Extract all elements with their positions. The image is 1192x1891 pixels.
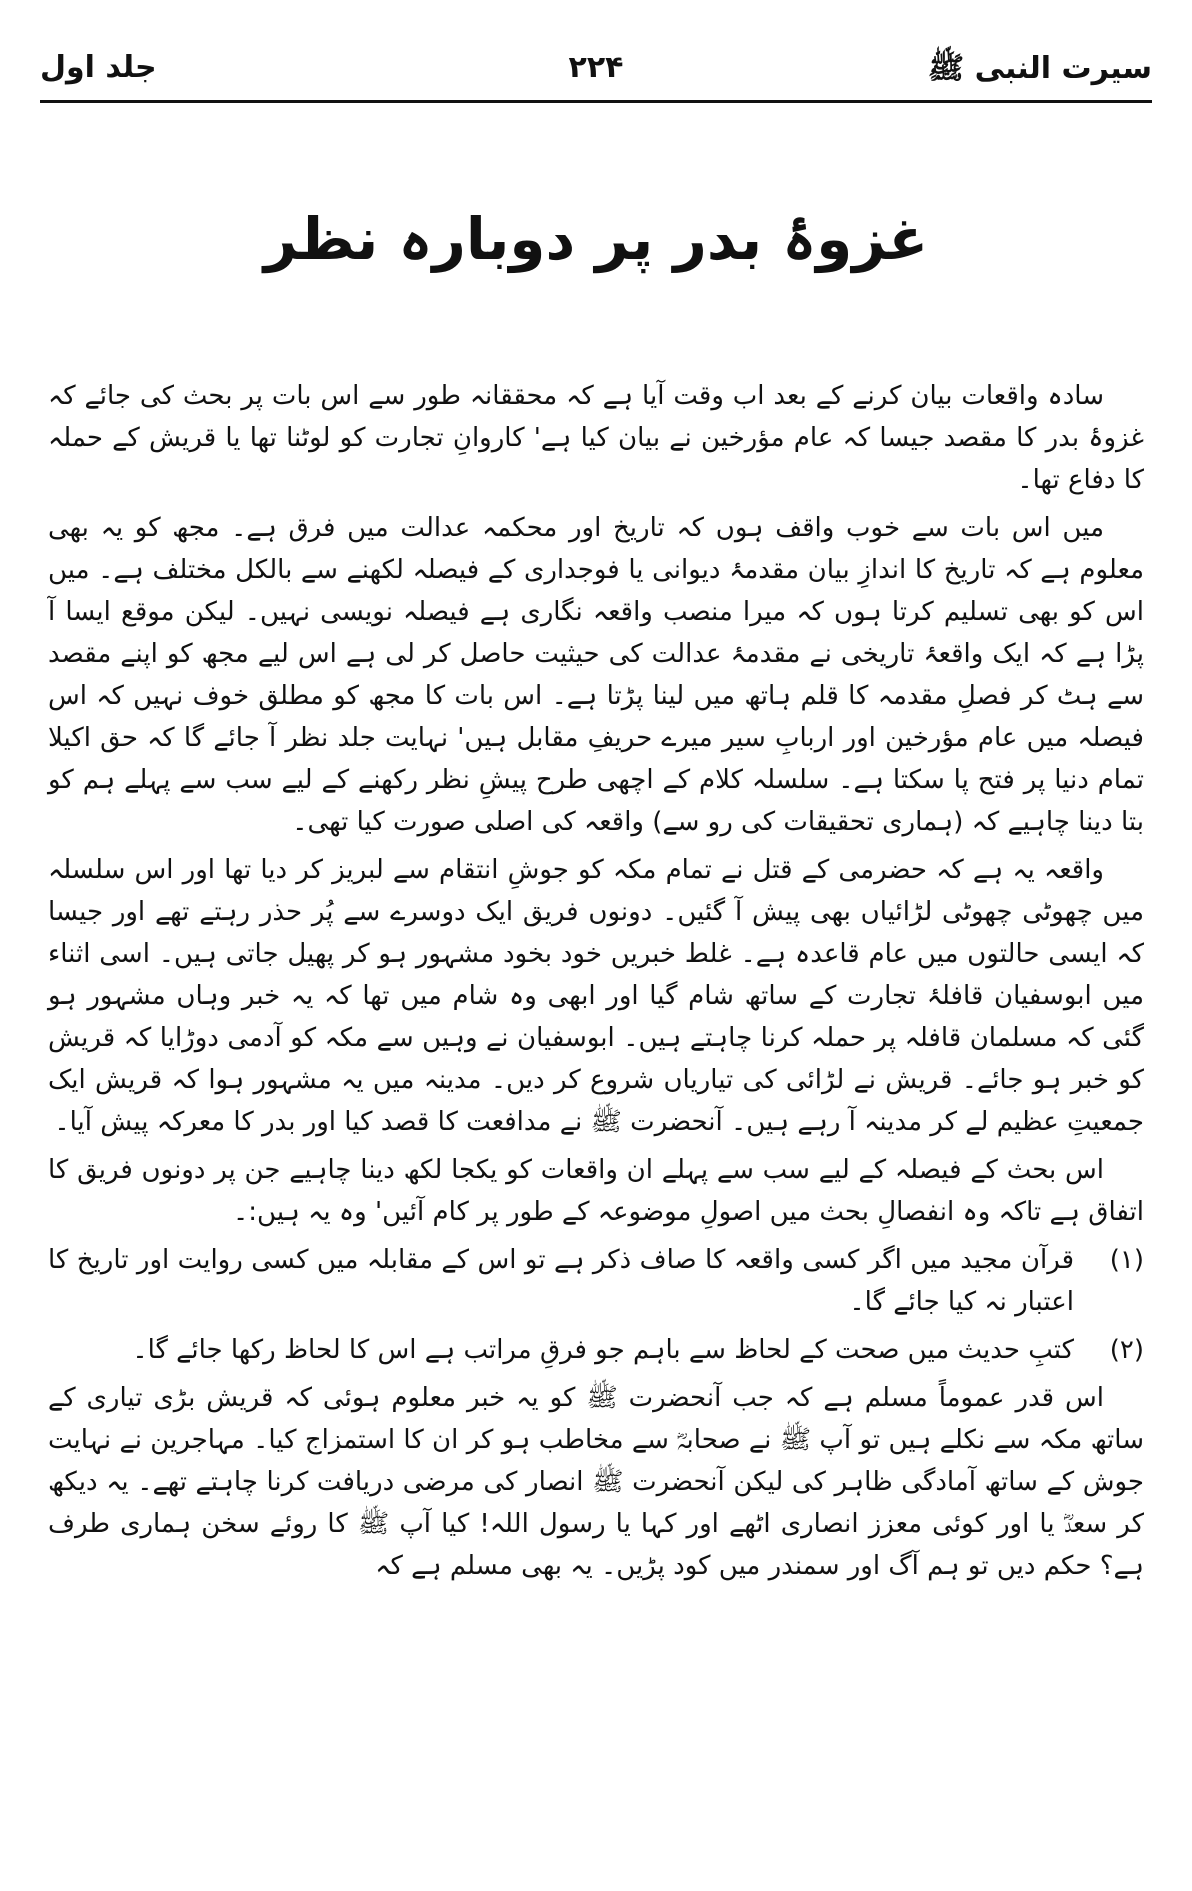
numbered-item	[48, 1239, 1144, 1323]
paragraph: اس قدر عموماً مسلم ہے کہ جب آنحضرت ﷺ کو یہ خبر معلوم ہوئی کہ قریش بڑی تیاری کے ساتھ مکہ سے نکلے ہیں تو آپ ﷺ نے صحابہؓ سے مخاطب ہو کر ان کا استمزاج کیا۔ مہاجرین نے نہایت جوش کے ساتھ آمادگی ظاہر کی لیکن آنحضرت ﷺ انصار کی مرضی دریافت کرنا چاہتے تھے۔ یہ دیکھ کر سعدؓ یا اور کوئی معزز انصاری اٹھے اور کہا یا رسول اللہ! کیا آپ ﷺ کا روئے سخن ہماری طرف ہے؟ حکم دیں تو ہم آگ اور سمندر میں کود پڑیں۔ یہ بھی مسلم ہے کہ	[48, 1383, 1144, 1581]
page-header	[40, 40, 1152, 100]
item-number: (۱)	[1109, 1245, 1144, 1275]
paragraph: میں اس بات سے خوب واقف ہوں کہ تاریخ اور محکمہ عدالت میں فرق ہے۔ مجھ کو یہ بھی معلوم ہے کہ تاریخ کا اندازِ بیان مقدمۂ دیوانی یا فوجداری کے فیصلہ لکھنے سے بالکل مختلف ہے۔ میں اس کو بھی تسلیم کرتا ہوں کہ میرا منصب واقعہ نگاری ہے فیصلہ نویسی نہیں۔ لیکن موقع ایسا آ پڑا ہے کہ ایک واقعۂ تاریخی نے مقدمۂ عدالت کی حیثیت حاصل کر لی ہے اس لیے مجھ کو اپنے مقصد سے ہٹ کر فصلِ مقدمہ کا قلم ہاتھ میں لینا پڑتا ہے۔ اس بات کا مجھ کو مطلق خوف نہیں کہ اس فیصلہ میں عام مؤرخین اور اربابِ سیر میرے حریفِ مقابل ہیں' نہایت جلد نظر آ جائے گا کہ حق اکیلا تمام دنیا پر فتح پا سکتا ہے۔ سلسلہ کلام کے اچھی طرح پیشِ نظر رکھنے کے لیے سب سے پہلے ہم کو بتا دینا چاہیے کہ (ہماری تحقیقات کی رو سے) واقعہ کی اصلی صورت کیا تھی۔	[48, 513, 1144, 837]
item-text: کتبِ حدیث میں صحت کے لحاظ سے باہم جو فرقِ مراتب ہے اس کا لحاظ رکھا جائے گا۔	[132, 1335, 1074, 1365]
paragraph: اس بحث کے فیصلہ کے لیے سب سے پہلے ان واقعات کو یکجا لکھ دینا چاہیے جن پر دونوں فریق کا اتفاق ہے تاکہ وہ انفصالِ بحث میں اصولِ موضوعہ کے طور پر کام آئیں' وہ یہ ہیں:۔	[48, 1155, 1144, 1227]
item-text: قرآن مجید میں اگر کسی واقعہ کا صاف ذکر ہے تو اس کے مقابلہ میں کسی روایت اور تاریخ کا اعتبار نہ کیا جائے گا۔	[48, 1245, 1074, 1317]
page-number: ۲۲۴	[568, 50, 624, 85]
item-number: (۲)	[1109, 1335, 1144, 1365]
paragraph: سادہ واقعات بیان کرنے کے بعد اب وقت آیا ہے کہ محققانہ طور سے اس بات پر بحث کی جائے کہ غزوۂ بدر کا مقصد جیسا کہ عام مؤرخین نے بیان کیا ہے' کاروانِ تجارت کو لوٹنا تھا یا قریش کے حملہ کا دفاع تھا۔	[48, 381, 1144, 495]
chapter-title: غزوۂ بدر پر دوبارہ نظر	[263, 205, 929, 273]
body-text	[48, 375, 1144, 1871]
volume-label: جلد اول	[40, 50, 157, 85]
header-divider	[40, 100, 1152, 103]
book-title: سیرت النبی ﷺ	[927, 51, 1152, 86]
paragraph: واقعہ یہ ہے کہ حضرمی کے قتل نے تمام مکہ کو جوشِ انتقام سے لبریز کر دیا تھا اور اس سلسلہ میں چھوٹی چھوٹی لڑائیاں بھی پیش آ گئیں۔ دونوں فریق ایک دوسرے سے پُر حذر رہتے تھے اور جیسا کہ ایسی حالتوں میں عام قاعدہ ہے۔ غلط خبریں خود بخود مشہور ہو کر پھیل جاتی ہیں۔ اسی اثناء میں ابوسفیان قافلۂ تجارت کے ساتھ شام گیا اور ابھی وہ شام میں تھا کہ یہ خبر وہاں مشہور ہو گئی کہ مسلمان قافلہ پر حملہ کرنا چاہتے ہیں۔ ابوسفیان نے وہیں سے مکہ کو آدمی دوڑایا کہ قریش کو خبر ہو جائے۔ قریش نے لڑائی کی تیاریاں شروع کر دیں۔ مدینہ میں یہ مشہور ہوا کہ قریش ایک جمعیتِ عظیم لے کر مدینہ آ رہے ہیں۔ آنحضرت ﷺ نے مدافعت کا قصد کیا اور بدر کا معرکہ پیش آیا۔	[48, 855, 1144, 1137]
numbered-item	[48, 1329, 1144, 1371]
